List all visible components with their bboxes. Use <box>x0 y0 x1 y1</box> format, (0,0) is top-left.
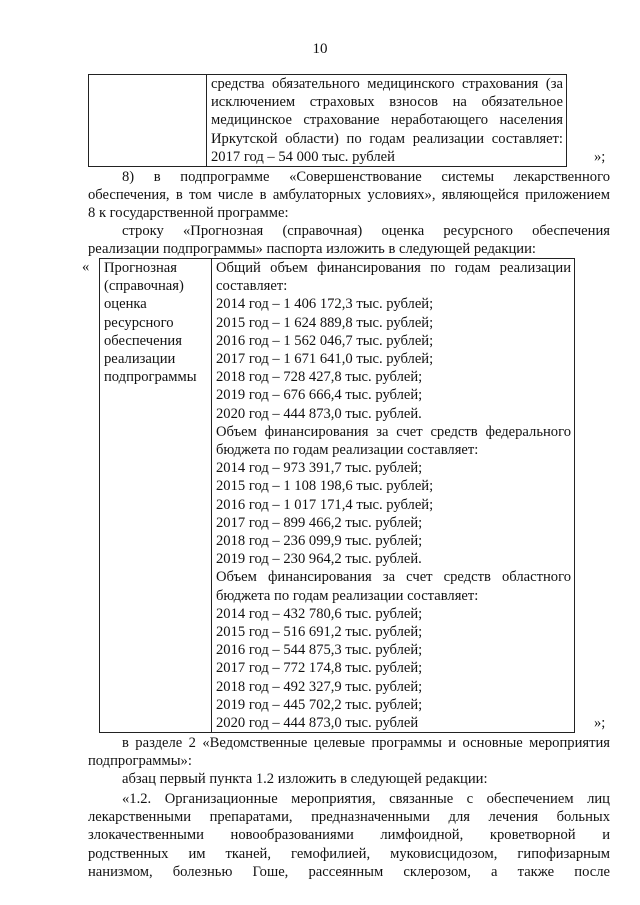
table2-line: 2015 год – 1 108 198,6 тыс. рублей; <box>216 478 434 495</box>
quote-line: злокачественными новообразованиями лимфоидной, кроветворной и <box>88 827 610 844</box>
table2-line: составляет: <box>216 278 288 295</box>
section-2-line: в разделе 2 «Ведомственные целевые программы и основные мероприятия <box>122 735 610 751</box>
row-intro-paragraph <box>88 222 610 258</box>
table2-line: 2016 год – 1 562 046,7 тыс. рублей; <box>216 332 434 349</box>
item-8-paragraph <box>88 168 610 223</box>
table2-line: 2017 год – 1 671 641,0 тыс. рублей; <box>216 351 434 368</box>
table2-line: 2018 год – 492 327,9 тыс. рублей; <box>216 678 423 695</box>
table2-line: 2017 год – 899 466,2 тыс. рублей; <box>216 514 423 531</box>
quote-line: нанизмом, болезнью Гоше, рассеянным склерозом, а также после <box>88 863 610 880</box>
table2-line: 2014 год – 1 406 172,3 тыс. рублей; <box>216 296 434 313</box>
row-intro-line: строку «Прогнозная (справочная) оценка ресурсного обеспечения <box>122 223 610 239</box>
table2-line: 2015 год – 1 624 889,8 тыс. рублей; <box>216 314 434 331</box>
table1-line: средства обязательного медицинского страхования (за <box>211 76 563 92</box>
table2-line: 2019 год – 445 702,2 тыс. рублей; <box>216 696 423 713</box>
table1-close-quote: »; <box>594 149 606 165</box>
table2-open-quote: « <box>82 259 90 275</box>
quote-line: лекарственными препаратами, предназначенными для лечения больных <box>88 809 610 826</box>
funding-table <box>99 258 575 733</box>
table2-line: 2016 год – 544 875,3 тыс. рублей; <box>216 642 423 659</box>
quote-line: «1.2. Организационные мероприятия, связанные с обеспечением лиц <box>122 791 610 807</box>
table2-left-line: ресурсного <box>104 314 174 331</box>
table2-left-line: реализации <box>104 351 176 368</box>
table2-left-line: обеспечения <box>104 332 182 349</box>
table2-line: 2019 год – 230 964,2 тыс. рублей. <box>216 551 422 568</box>
item-8-line: обеспечения, в том числе в амбулаторных условиях», являющейся приложением <box>88 187 610 204</box>
table2-line: бюджета по годам реализации составляет: <box>216 587 479 604</box>
table1-line: 2017 год – 54 000 тыс. рублей <box>211 148 395 165</box>
table1-right-cell <box>207 75 567 167</box>
table2-line: 2020 год – 444 873,0 тыс. рублей. <box>216 405 422 422</box>
item-8-line: 8 к государственной программе: <box>88 205 289 222</box>
table2-line: 2018 год – 728 427,8 тыс. рублей; <box>216 369 423 386</box>
table2-line: 2020 год – 444 873,0 тыс. рублей <box>216 715 419 732</box>
table1-line: Иркутской области) по годам реализации составляет: <box>211 130 563 147</box>
quote-line: родственных им тканей, гемофилией, муковисцидозом, гипофизарным <box>88 845 610 862</box>
table2-line: 2019 год – 676 666,4 тыс. рублей; <box>216 387 423 404</box>
table2-right-cell <box>212 259 575 733</box>
table2-line: Объем финансирования за счет средств областного <box>216 569 571 586</box>
table2-line: 2014 год – 973 391,7 тыс. рублей; <box>216 460 423 477</box>
table2-close-quote: »; <box>594 715 606 731</box>
table2-left-line: (справочная) <box>104 278 184 295</box>
funding-table-continuation <box>88 74 567 167</box>
table1-line: медицинское страхование неработающего населения <box>211 112 563 129</box>
table2-line: 2015 год – 516 691,2 тыс. рублей; <box>216 624 423 641</box>
section-2-paragraph <box>88 734 610 770</box>
table1-line: исключением страховых взносов на обязательное <box>211 94 563 111</box>
table2-left-line: подпрограммы <box>104 369 197 386</box>
paragraph-1-2-intro <box>88 770 610 788</box>
table2-line: 2014 год – 432 780,6 тыс. рублей; <box>216 605 423 622</box>
table2-line: Общий объем финансирования по годам реализации <box>216 260 571 276</box>
table2-line: 2016 год – 1 017 171,4 тыс. рублей; <box>216 496 434 513</box>
page-number: 10 <box>312 41 328 57</box>
table2-left-cell <box>100 259 212 733</box>
table2-left-line: Прогнозная <box>104 260 177 276</box>
table2-line: 2018 год – 236 099,9 тыс. рублей; <box>216 533 423 550</box>
table2-line: Объем финансирования за счет средств федерального <box>216 423 571 440</box>
paragraph-1-2-quote <box>88 790 610 881</box>
item-8-line: 8) в подпрограмме «Совершенствование системы лекарственного <box>122 169 610 185</box>
paragraph-1-2-intro-line: абзац первый пункта 1.2 изложить в следующей редакции: <box>122 771 488 787</box>
table1-left-cell <box>89 75 207 167</box>
table2-line: 2017 год – 772 174,8 тыс. рублей; <box>216 660 423 677</box>
table2-line: бюджета по годам реализации составляет: <box>216 442 479 459</box>
table2-left-line: оценка <box>104 296 147 313</box>
row-intro-line: реализации подпрограммы» паспорта изложить в следующей редакции: <box>88 241 536 258</box>
section-2-line: подпрограммы»: <box>88 753 192 770</box>
